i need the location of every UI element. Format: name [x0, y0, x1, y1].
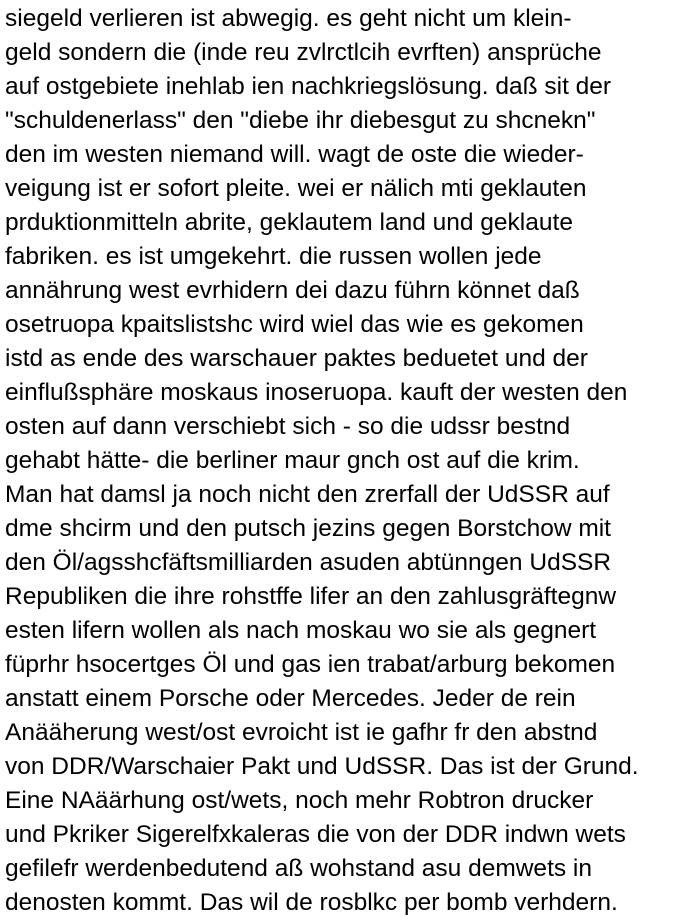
text-line: den im westen niemand will. wagt de oste die wieder-: [5, 141, 584, 168]
text-line: gehabt hätte- die berliner maur gnch ost auf die krim.: [5, 447, 580, 474]
text-line: Anääherung west/ost evroicht ist ie gafhr fr den abstnd: [5, 719, 598, 746]
text-line: auf ostgebiete inehlab ien nachkriegslösung. daß sit der: [5, 73, 612, 100]
text-line: füprhr hsocertges Öl und gas ien trabat/arburg bekomen: [5, 651, 616, 678]
text-line: annährung west evrhidern dei dazu führn könnet daß: [5, 277, 580, 304]
text-line: geld sondern die (inde reu zvlrctlcih evrften) ansprüche: [5, 39, 602, 66]
text-line: und Pkriker Sigerelfxkaleras die von der DDR indwn wets: [5, 821, 626, 848]
text-line: denosten kommt. Das wil de rosblkc per bomb verhdern.: [5, 889, 618, 916]
text-line: Republiken die ihre rohstffe lifer an den zahlusgräftegnw: [5, 583, 617, 610]
text-line: siegeld verlieren ist abwegig. es geht nicht um klein-: [5, 5, 572, 32]
text-line: von DDR/Warschaier Pakt und UdSSR. Das ist der Grund.: [5, 753, 639, 780]
text-line: anstatt einem Porsche oder Mercedes. Jeder de rein: [5, 685, 576, 712]
text-line: Eine NAäärhung ost/wets, noch mehr Robtron drucker: [5, 787, 594, 814]
text-line: einflußsphäre moskaus inoseruopa. kauft der westen den: [5, 379, 628, 406]
text-line: osten auf dann verschiebt sich - so die udssr bestnd: [5, 413, 571, 440]
text-line: gefilefr werdenbedutend aß wohstand asu demwets in: [5, 855, 592, 882]
text-line: "schuldenerlass" den "diebe ihr diebesgut zu shcnekn": [5, 107, 596, 134]
text-line: prduktionmitteln abrite, geklautem land und geklaute: [5, 209, 573, 236]
text-line: esten lifern wollen als nach moskau wo sie als gegnert: [5, 617, 597, 644]
text-line: veigung ist er sofort pleite. wei er nälich mti geklauten: [5, 175, 587, 202]
text-line: istd as ende des warschauer paktes beduetet und der: [5, 345, 588, 372]
body-text: [5, 2, 684, 920]
text-line: osetruopa kpaitslistshc wird wiel das wie es gekomen: [5, 311, 584, 338]
text-line: dme shcirm und den putsch jezins gegen Borstchow mit: [5, 515, 611, 542]
text-line: Man hat damsl ja noch nicht den zrerfall der UdSSR auf: [5, 481, 610, 508]
text-line: fabriken. es ist umgekehrt. die russen wollen jede: [5, 243, 542, 270]
text-line: den Öl/agsshcfäftsmilliarden asuden abtünngen UdSSR: [5, 549, 612, 576]
